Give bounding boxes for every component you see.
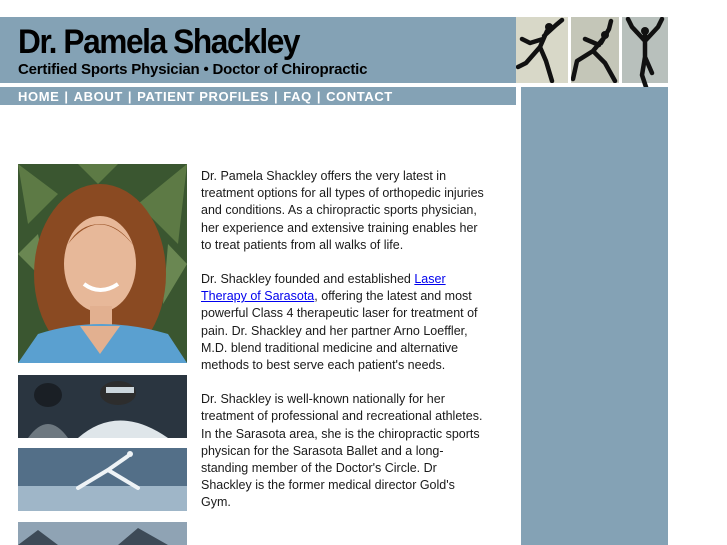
nav-separator: | <box>316 88 322 104</box>
site-subtitle: Certified Sports Physician • Doctor of Chiropractic <box>18 61 368 78</box>
action-photo-athletes <box>18 375 187 438</box>
portrait-photo <box>18 164 187 363</box>
paragraph-2-rest: , offering the latest and most powerful Class 4 therapeutic laser for treatment of pain. Dr. Shackley and her partner Arno Loeffler, M.D. blend traditional medicine and alternative methods to best serve each patient's needs. <box>201 289 478 373</box>
intro-content <box>201 168 486 529</box>
laser-therapy-link[interactable]: Laser Therapy of Sarasota <box>201 272 446 304</box>
nav-patient-profiles[interactable]: PATIENT PROFILES <box>137 88 270 104</box>
nav-faq[interactable]: FAQ <box>283 88 312 104</box>
dancer-leap-icon <box>516 17 568 83</box>
side-panel <box>521 87 668 545</box>
nav-about[interactable]: ABOUT <box>73 88 123 104</box>
action-photo-partial <box>18 522 187 545</box>
nav-separator: | <box>64 88 69 104</box>
nav-separator: | <box>127 88 133 104</box>
paragraph-2-lead: Dr. Shackley founded and established <box>201 272 415 287</box>
site-title: Dr. Pamela Shackley <box>18 23 300 61</box>
intro-paragraph-3: Dr. Shackley is well-known nationally for her treatment of professional and recreational athletes. In the Sarasota area, she is the chiropractic sports physican for the Sarasota Ballet and a long-standing member of the Doctor's Circle. Dr Shackley is the former medical director Gold's Gym. <box>201 392 483 510</box>
main-nav <box>18 88 393 104</box>
nav-home[interactable]: HOME <box>18 88 60 104</box>
intro-paragraph-1: Dr. Pamela Shackley offers the very latest in treatment options for all types of orthopedic injuries and conditions. As a chiropractic sports physician, her experience and extensive training enables her to treat patients from all walks of life. <box>201 169 484 252</box>
action-photo-skater <box>18 448 187 511</box>
dancer-arms-up-icon <box>622 17 668 83</box>
nav-contact[interactable]: CONTACT <box>326 88 393 104</box>
nav-separator: | <box>274 88 279 104</box>
intro-paragraph-2 <box>201 271 486 374</box>
dancer-lunge-icon <box>571 17 619 83</box>
